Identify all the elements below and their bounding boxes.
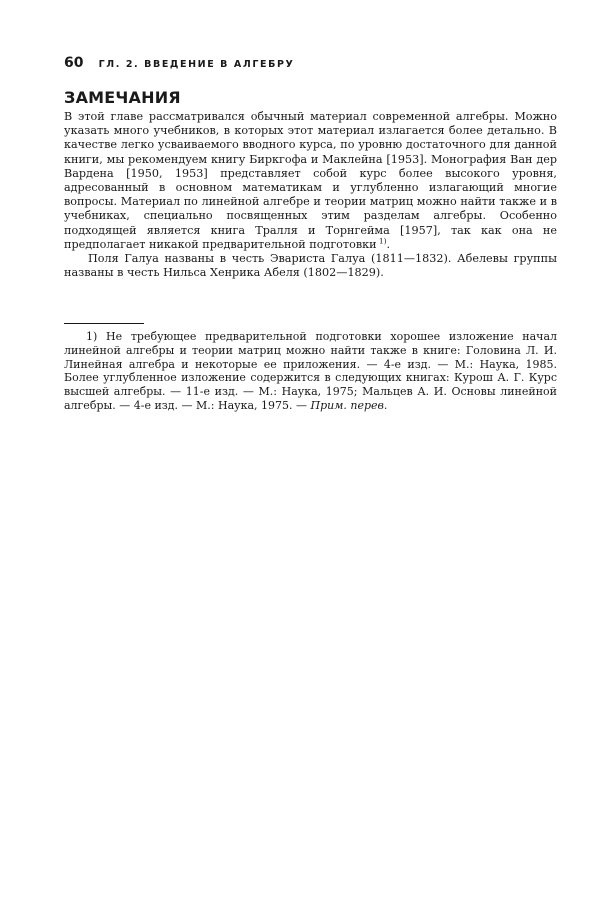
section-title: ЗАМЕЧАНИЯ — [64, 88, 181, 107]
footnote-divider — [64, 323, 144, 324]
chapter-heading: ГЛ. 2. ВВЕДЕНИЕ В АЛГЕБРУ — [98, 59, 295, 70]
paragraph-1-end: . — [386, 237, 391, 251]
footnote-text: Не требующее предварительной подготовки хорошее изложение начал линейной алгебры и теории матриц можно найти также в книге: Головина Л. И. Линейная алгебра и некоторые ее приложения. — 4-е изд. — М.: Наука, 1985. Более углубленное изложение содержится в следующих книгах: Курош А. Г. Курс высшей алгебры. — 11-е изд. — М.: Наука, 1975; Мальцев А. И. Основы линейной алгебры. — 4-е изд. — М.: Наука, 1975. — — [64, 330, 557, 412]
footnote-marker: 1) — [86, 330, 98, 343]
paragraph-2: Поля Галуа названы в честь Эвариста Галуа (1811—1832). Абелевы группы названы в честь Нильса Хенрика Абеля (1802—1829). — [64, 252, 557, 280]
footnote-reference: 1) — [378, 236, 387, 246]
paragraph-1 — [64, 110, 557, 252]
footnote — [64, 330, 557, 413]
translator-note: Прим. перев. — [310, 398, 388, 412]
running-head — [64, 52, 564, 70]
body-text — [64, 110, 557, 280]
page-number: 60 — [64, 55, 84, 71]
paragraph-1-text: В этой главе рассматривался обычный материал современной алгебры. Можно указать много учебников, в которых этот материал излагается более детально. В качестве легко усваиваемого вводного курса, по уровню достаточного для данной книги, мы рекомендуем книгу Биркгофа и Маклейна [1953]. Монография Ван дер Вардена [1950, 1953] представляет собой курс более высокого уровня, адресованный в основном математикам и углубленно излагающий многие вопросы. Материал по линейной алгебре и теории матриц можно найти также и в учебниках, специально посвященных этим разделам алгебры. Особенно подходящей является книга Тралля и Торнгейма [1957], так как она не предполагает никакой предварительной подготовки — [64, 110, 557, 251]
